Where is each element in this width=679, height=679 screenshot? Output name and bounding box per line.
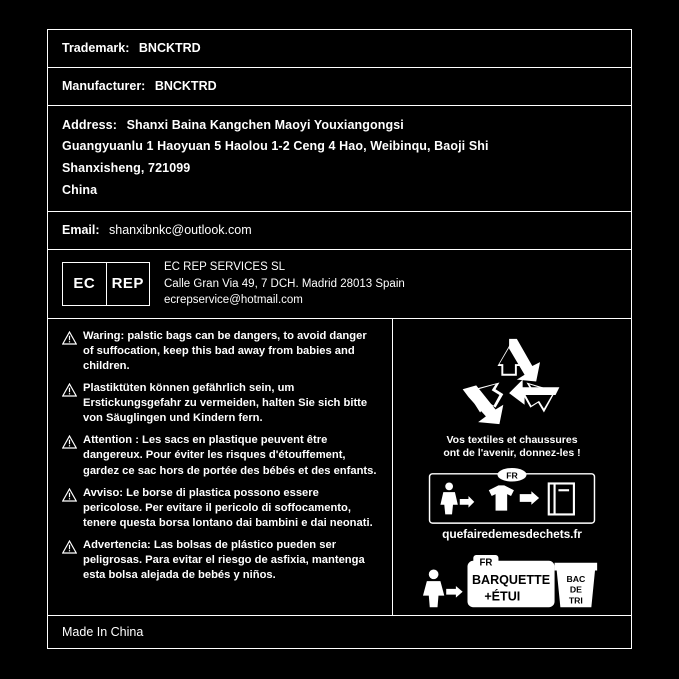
email-label: Email:	[62, 223, 100, 237]
svg-text:+ÉTUI: +ÉTUI	[484, 589, 521, 604]
made-in-row: Made In China	[62, 625, 144, 639]
ec-rep-row	[48, 250, 631, 319]
warning-text-it: Avviso: Le borse di plastica possono essere pericolose. Per evitare il pericolo di soffocamento, tenere questa borsa lontano dai bambini e dai neonati.	[83, 486, 373, 529]
trademark-row	[48, 30, 631, 68]
svg-text:FR: FR	[479, 557, 493, 569]
recycling-caption-line1: Vos textiles et chaussures	[446, 433, 578, 446]
email-value: shanxibnkc@outlook.com	[109, 223, 252, 237]
recycling-caption-line2: ont de l'avenir, donnez-les !	[443, 447, 581, 460]
ec-rep-badge-icon	[62, 262, 150, 306]
warning-item	[62, 538, 380, 583]
address-value-1: Shanxi Baina Kangchen Maoyi Youxiangongsi	[126, 117, 404, 132]
address-line-4: China	[62, 183, 98, 198]
barquette-etui-sorting-icon	[412, 555, 612, 615]
email-row	[48, 212, 631, 250]
warning-triangle-icon	[62, 540, 77, 554]
triman-textile-recycling-icon	[426, 468, 598, 524]
address-line-1	[62, 115, 617, 137]
recycling-caption	[443, 434, 580, 461]
manufacturer-row	[48, 68, 631, 106]
trademark-value: BNCKTRD	[138, 41, 201, 55]
ec-rep-badge-left: EC	[63, 263, 107, 305]
warning-item	[62, 433, 380, 478]
warnings-column	[48, 319, 393, 615]
svg-text:TRI: TRI	[568, 595, 583, 606]
triman-fr-badge	[497, 468, 526, 482]
warning-text-en: Waring: palstic bags can be dangers, to avoid danger of suffocation, keep this bad away from babies and children.	[83, 329, 367, 372]
bac-de-tri-bin-icon	[555, 563, 598, 608]
warning-item	[62, 329, 380, 374]
svg-text:BAC: BAC	[566, 574, 586, 585]
manufacturer-label: Manufacturer:	[62, 78, 146, 93]
warning-triangle-icon	[62, 435, 77, 449]
warning-text-es: Advertencia: Las bolsas de plástico pueden ser peligrosas. Para evitar el riesgo de asfixia, mantenga esta bolsa alejada de bebés y niños.	[83, 538, 365, 582]
product-label-sheet	[47, 29, 632, 649]
warning-triangle-icon	[62, 383, 77, 397]
ec-rep-name: EC REP SERVICES SL	[164, 261, 286, 274]
ec-rep-email: ecrepservice@hotmail.com	[164, 293, 303, 306]
triman-url: quefairedemesdechets.fr	[442, 527, 582, 542]
warning-triangle-icon	[62, 488, 77, 502]
address-row	[48, 106, 631, 213]
warning-item	[62, 381, 380, 426]
barquette-block	[467, 555, 554, 607]
ec-rep-badge-right: REP	[111, 275, 144, 293]
address-line-3: Shanxisheng, 721099	[62, 161, 191, 176]
address-line-2: Guangyuanlu 1 Haoyuan 5 Haolou 1-2 Ceng 4 Hao, Weibinqu, Baoji Shi	[62, 139, 489, 154]
trademark-label: Trademark:	[62, 41, 130, 55]
svg-text:BARQUETTE: BARQUETTE	[471, 573, 551, 588]
recycling-column	[393, 319, 631, 615]
ec-rep-details	[164, 259, 405, 308]
svg-text:FR: FR	[506, 470, 518, 481]
manufacturer-value: BNCKTRD	[154, 78, 217, 93]
warnings-and-recycling-section	[48, 319, 631, 616]
recycling-mobius-loop-icon	[457, 337, 567, 426]
address-label: Address:	[62, 117, 117, 132]
warning-text-fr: Attention : Les sacs en plastique peuvent être dangereux. Pour éviter les risques d'étouffement, gardez ce sac hors de portée des bébés et des enfants.	[83, 434, 377, 477]
svg-text:DE: DE	[569, 584, 582, 595]
ec-rep-address: Calle Gran Via 49, 7 DCH. Madrid 28013 Spain	[164, 277, 405, 290]
warning-item	[62, 486, 380, 531]
warning-triangle-icon	[62, 331, 77, 345]
warning-text-de: Plastiktüten können gefährlich sein, um Erstickungsgefahr zu vermeiden, halten Sie sich bitte von Säuglingen und Kindern fern.	[83, 381, 368, 425]
